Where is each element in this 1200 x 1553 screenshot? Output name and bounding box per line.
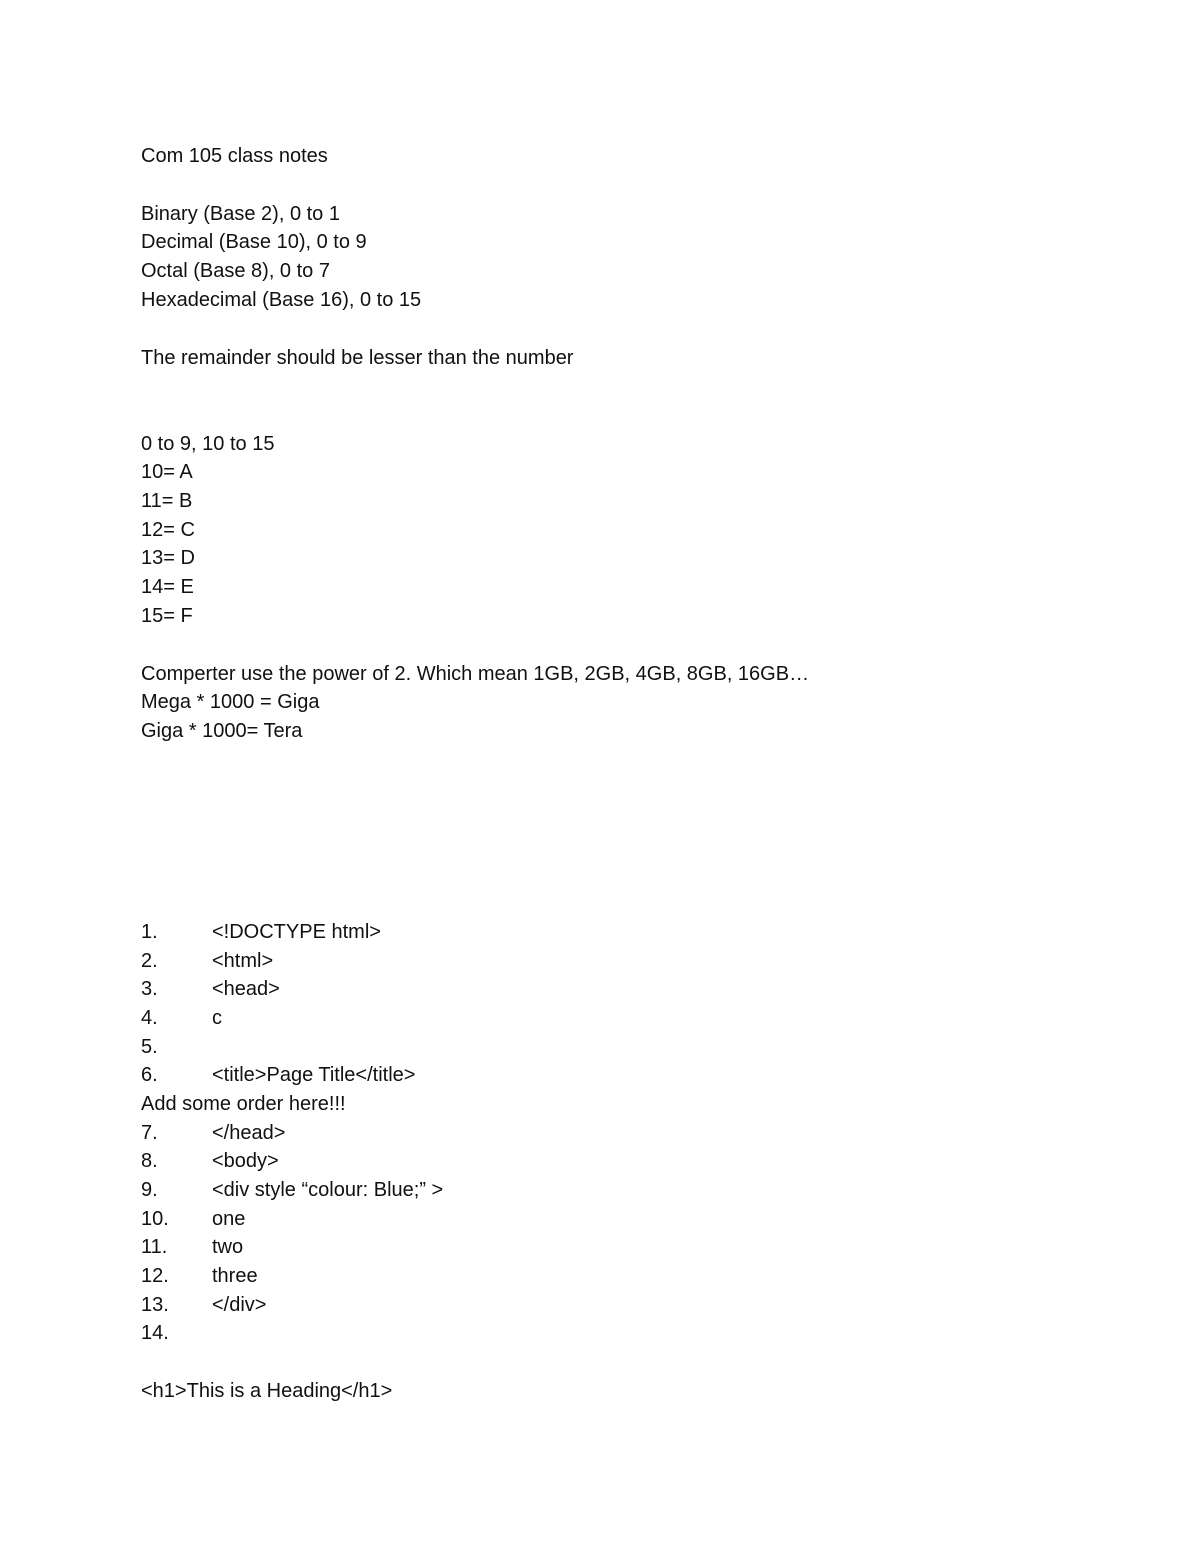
base-hexadecimal: Hexadecimal (Base 16), 0 to 15 [141, 289, 422, 311]
code-list-text: one [212, 1208, 246, 1230]
code-list-number: 2. [141, 950, 158, 972]
document-title: Com 105 class notes [141, 145, 328, 167]
hex-map-item: 11= B [141, 490, 193, 512]
code-list-text: </head> [212, 1122, 286, 1144]
code-list-text: <div style “colour: Blue;” > [212, 1179, 444, 1201]
code-list-text: two [212, 1236, 244, 1258]
code-list-number: 3. [141, 978, 158, 1000]
code-list-number: 4. [141, 1007, 158, 1029]
code-list-number: 12. [141, 1265, 169, 1287]
base-octal: Octal (Base 8), 0 to 7 [141, 260, 330, 282]
code-list-number: 10. [141, 1208, 169, 1230]
power-note: Comperter use the power of 2. Which mean 1GB, 2GB, 4GB, 8GB, 16GB… [141, 663, 810, 685]
base-binary: Binary (Base 2), 0 to 1 [141, 203, 340, 225]
hex-map-item: 10= A [141, 461, 193, 483]
heading-line: <h1>This is a Heading</h1> [141, 1380, 393, 1402]
mega-giga-note: Mega * 1000 = Giga [141, 691, 320, 713]
remainder-note: The remainder should be lesser than the number [141, 347, 574, 369]
hex-map-item: 15= F [141, 605, 193, 627]
code-list-text: <!DOCTYPE html> [212, 921, 381, 943]
code-list-number: 1. [141, 921, 158, 943]
code-list-number: 11. [141, 1236, 168, 1258]
hex-ranges: 0 to 9, 10 to 15 [141, 433, 275, 455]
code-list-number: 9. [141, 1179, 158, 1201]
code-list-text: <head> [212, 978, 280, 1000]
code-list-text: <title>Page Title</title> [212, 1064, 416, 1086]
code-list-number: 14. [141, 1322, 169, 1344]
code-list-number: 8. [141, 1150, 158, 1172]
code-list-text: c [212, 1007, 222, 1029]
code-list-text: three [212, 1265, 258, 1287]
code-list-text: <html> [212, 950, 274, 972]
hex-map-item: 12= C [141, 519, 195, 541]
code-list-number: 5. [141, 1036, 158, 1058]
hex-map-item: 14= E [141, 576, 194, 598]
code-list-text: <body> [212, 1150, 279, 1172]
code-list-number: 7. [141, 1122, 158, 1144]
giga-tera-note: Giga * 1000= Tera [141, 720, 303, 742]
base-decimal: Decimal (Base 10), 0 to 9 [141, 231, 367, 253]
code-list-number: 13. [141, 1294, 169, 1316]
code-list-number: 6. [141, 1064, 158, 1086]
order-note: Add some order here!!! [141, 1093, 346, 1115]
code-list-text: </div> [212, 1294, 267, 1316]
hex-map-item: 13= D [141, 547, 195, 569]
